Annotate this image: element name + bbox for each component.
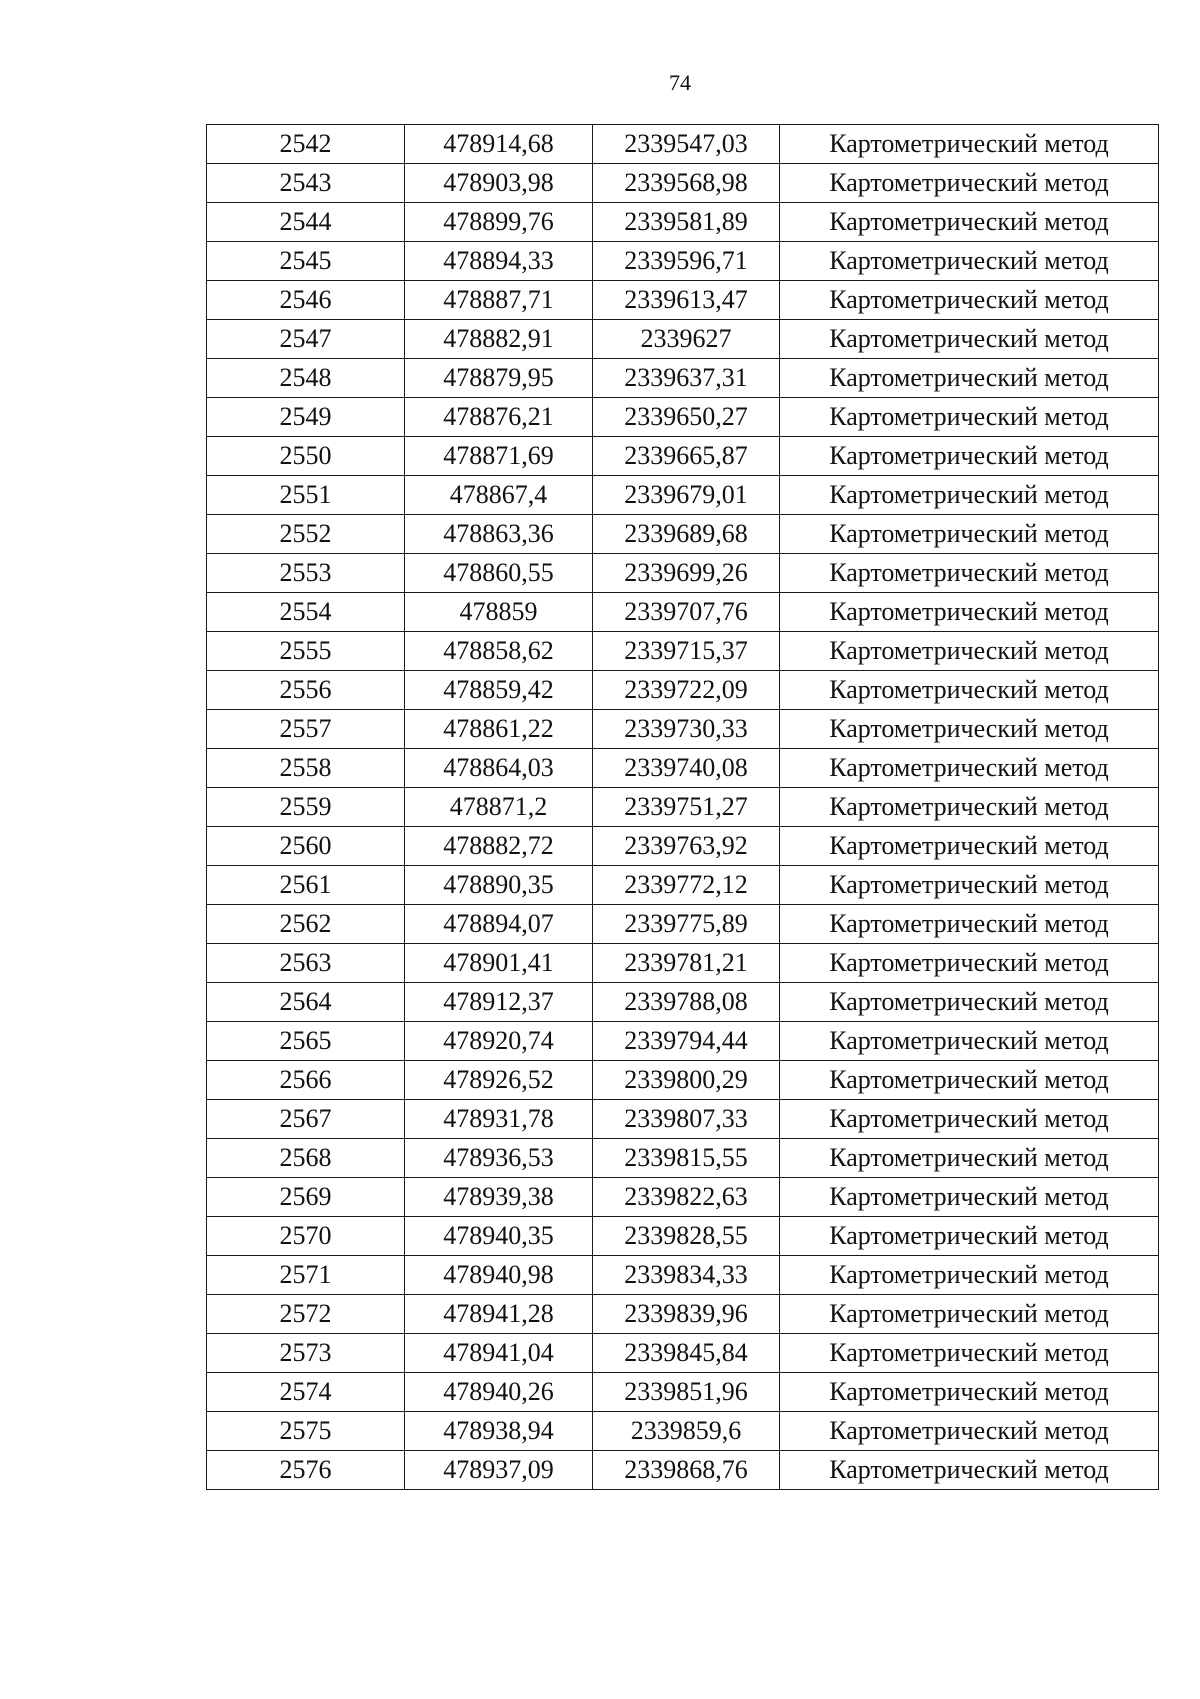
y-coordinate-cell: 2339781,21: [593, 944, 780, 983]
x-coordinate-cell: 478941,28: [405, 1295, 593, 1334]
x-coordinate-cell: 478861,22: [405, 710, 593, 749]
method-cell: Картометрический метод: [780, 983, 1159, 1022]
y-coordinate-cell: 2339834,33: [593, 1256, 780, 1295]
table-row: [207, 944, 1159, 983]
coordinates-table-body: [207, 125, 1159, 1490]
x-coordinate-cell: 478938,94: [405, 1412, 593, 1451]
y-coordinate-cell: 2339596,71: [593, 242, 780, 281]
x-coordinate-cell: 478940,26: [405, 1373, 593, 1412]
point-number-cell: 2568: [207, 1139, 405, 1178]
coordinates-table: [206, 124, 1159, 1490]
table-row: [207, 1061, 1159, 1100]
y-coordinate-cell: 2339679,01: [593, 476, 780, 515]
table-row: [207, 476, 1159, 515]
point-number-cell: 2551: [207, 476, 405, 515]
point-number-cell: 2560: [207, 827, 405, 866]
table-row: [207, 359, 1159, 398]
method-cell: Картометрический метод: [780, 476, 1159, 515]
table-row: [207, 905, 1159, 944]
page-number: 74: [669, 70, 691, 95]
y-coordinate-cell: 2339613,47: [593, 281, 780, 320]
point-number-cell: 2559: [207, 788, 405, 827]
y-coordinate-cell: 2339775,89: [593, 905, 780, 944]
y-coordinate-cell: 2339772,12: [593, 866, 780, 905]
x-coordinate-cell: 478882,91: [405, 320, 593, 359]
point-number-cell: 2576: [207, 1451, 405, 1490]
table-row: [207, 1022, 1159, 1061]
point-number-cell: 2572: [207, 1295, 405, 1334]
y-coordinate-cell: 2339807,33: [593, 1100, 780, 1139]
point-number-cell: 2545: [207, 242, 405, 281]
method-cell: Картометрический метод: [780, 242, 1159, 281]
table-row: [207, 710, 1159, 749]
y-coordinate-cell: 2339699,26: [593, 554, 780, 593]
point-number-cell: 2575: [207, 1412, 405, 1451]
y-coordinate-cell: 2339665,87: [593, 437, 780, 476]
x-coordinate-cell: 478860,55: [405, 554, 593, 593]
y-coordinate-cell: 2339627: [593, 320, 780, 359]
y-coordinate-cell: 2339740,08: [593, 749, 780, 788]
y-coordinate-cell: 2339839,96: [593, 1295, 780, 1334]
table-row: [207, 1217, 1159, 1256]
point-number-cell: 2563: [207, 944, 405, 983]
x-coordinate-cell: 478931,78: [405, 1100, 593, 1139]
method-cell: Картометрический метод: [780, 1022, 1159, 1061]
table-row: [207, 554, 1159, 593]
point-number-cell: 2553: [207, 554, 405, 593]
method-cell: Картометрический метод: [780, 125, 1159, 164]
table-row: [207, 1451, 1159, 1490]
point-number-cell: 2566: [207, 1061, 405, 1100]
x-coordinate-cell: 478912,37: [405, 983, 593, 1022]
table-row: [207, 788, 1159, 827]
point-number-cell: 2561: [207, 866, 405, 905]
table-row: [207, 203, 1159, 242]
x-coordinate-cell: 478940,98: [405, 1256, 593, 1295]
x-coordinate-cell: 478887,71: [405, 281, 593, 320]
x-coordinate-cell: 478941,04: [405, 1334, 593, 1373]
x-coordinate-cell: 478858,62: [405, 632, 593, 671]
point-number-cell: 2557: [207, 710, 405, 749]
table-row: [207, 398, 1159, 437]
point-number-cell: 2546: [207, 281, 405, 320]
x-coordinate-cell: 478937,09: [405, 1451, 593, 1490]
point-number-cell: 2574: [207, 1373, 405, 1412]
x-coordinate-cell: 478940,35: [405, 1217, 593, 1256]
point-number-cell: 2570: [207, 1217, 405, 1256]
point-number-cell: 2542: [207, 125, 405, 164]
x-coordinate-cell: 478879,95: [405, 359, 593, 398]
x-coordinate-cell: 478894,33: [405, 242, 593, 281]
method-cell: Картометрический метод: [780, 1100, 1159, 1139]
y-coordinate-cell: 2339845,84: [593, 1334, 780, 1373]
x-coordinate-cell: 478863,36: [405, 515, 593, 554]
y-coordinate-cell: 2339568,98: [593, 164, 780, 203]
point-number-cell: 2549: [207, 398, 405, 437]
table-row: [207, 866, 1159, 905]
table-row: [207, 242, 1159, 281]
table-row: [207, 437, 1159, 476]
method-cell: Картометрический метод: [780, 1256, 1159, 1295]
y-coordinate-cell: 2339851,96: [593, 1373, 780, 1412]
x-coordinate-cell: 478901,41: [405, 944, 593, 983]
table-row: [207, 1295, 1159, 1334]
point-number-cell: 2556: [207, 671, 405, 710]
method-cell: Картометрический метод: [780, 554, 1159, 593]
point-number-cell: 2562: [207, 905, 405, 944]
x-coordinate-cell: 478871,2: [405, 788, 593, 827]
table-row: [207, 164, 1159, 203]
point-number-cell: 2555: [207, 632, 405, 671]
table-row: [207, 281, 1159, 320]
table-row: [207, 1139, 1159, 1178]
method-cell: Картометрический метод: [780, 710, 1159, 749]
method-cell: Картометрический метод: [780, 1139, 1159, 1178]
table-row: [207, 983, 1159, 1022]
x-coordinate-cell: 478936,53: [405, 1139, 593, 1178]
method-cell: Картометрический метод: [780, 1061, 1159, 1100]
y-coordinate-cell: 2339868,76: [593, 1451, 780, 1490]
method-cell: Картометрический метод: [780, 1451, 1159, 1490]
point-number-cell: 2571: [207, 1256, 405, 1295]
y-coordinate-cell: 2339859,6: [593, 1412, 780, 1451]
x-coordinate-cell: 478859: [405, 593, 593, 632]
point-number-cell: 2558: [207, 749, 405, 788]
table-row: [207, 593, 1159, 632]
method-cell: Картометрический метод: [780, 1373, 1159, 1412]
y-coordinate-cell: 2339637,31: [593, 359, 780, 398]
table-row: [207, 125, 1159, 164]
point-number-cell: 2550: [207, 437, 405, 476]
y-coordinate-cell: 2339650,27: [593, 398, 780, 437]
method-cell: Картометрический метод: [780, 320, 1159, 359]
table-row: [207, 671, 1159, 710]
point-number-cell: 2543: [207, 164, 405, 203]
method-cell: Картометрический метод: [780, 827, 1159, 866]
table-row: [207, 1100, 1159, 1139]
method-cell: Картометрический метод: [780, 1178, 1159, 1217]
method-cell: Картометрический метод: [780, 437, 1159, 476]
table-row: [207, 749, 1159, 788]
point-number-cell: 2554: [207, 593, 405, 632]
method-cell: Картометрический метод: [780, 944, 1159, 983]
method-cell: Картометрический метод: [780, 749, 1159, 788]
method-cell: Картометрический метод: [780, 593, 1159, 632]
y-coordinate-cell: 2339730,33: [593, 710, 780, 749]
x-coordinate-cell: 478939,38: [405, 1178, 593, 1217]
y-coordinate-cell: 2339794,44: [593, 1022, 780, 1061]
y-coordinate-cell: 2339763,92: [593, 827, 780, 866]
method-cell: Картометрический метод: [780, 203, 1159, 242]
table-row: [207, 320, 1159, 359]
method-cell: Картометрический метод: [780, 632, 1159, 671]
method-cell: Картометрический метод: [780, 1334, 1159, 1373]
x-coordinate-cell: 478859,42: [405, 671, 593, 710]
method-cell: Картометрический метод: [780, 164, 1159, 203]
point-number-cell: 2552: [207, 515, 405, 554]
y-coordinate-cell: 2339800,29: [593, 1061, 780, 1100]
y-coordinate-cell: 2339815,55: [593, 1139, 780, 1178]
method-cell: Картометрический метод: [780, 1295, 1159, 1334]
method-cell: Картометрический метод: [780, 515, 1159, 554]
method-cell: Картометрический метод: [780, 281, 1159, 320]
table-row: [207, 1334, 1159, 1373]
method-cell: Картометрический метод: [780, 1412, 1159, 1451]
point-number-cell: 2565: [207, 1022, 405, 1061]
x-coordinate-cell: 478867,4: [405, 476, 593, 515]
x-coordinate-cell: 478882,72: [405, 827, 593, 866]
x-coordinate-cell: 478876,21: [405, 398, 593, 437]
x-coordinate-cell: 478894,07: [405, 905, 593, 944]
x-coordinate-cell: 478903,98: [405, 164, 593, 203]
x-coordinate-cell: 478871,69: [405, 437, 593, 476]
table-row: [207, 632, 1159, 671]
point-number-cell: 2548: [207, 359, 405, 398]
x-coordinate-cell: 478890,35: [405, 866, 593, 905]
method-cell: Картометрический метод: [780, 1217, 1159, 1256]
method-cell: Картометрический метод: [780, 905, 1159, 944]
method-cell: Картометрический метод: [780, 866, 1159, 905]
x-coordinate-cell: 478926,52: [405, 1061, 593, 1100]
y-coordinate-cell: 2339788,08: [593, 983, 780, 1022]
x-coordinate-cell: 478899,76: [405, 203, 593, 242]
point-number-cell: 2547: [207, 320, 405, 359]
table-row: [207, 1373, 1159, 1412]
method-cell: Картометрический метод: [780, 359, 1159, 398]
x-coordinate-cell: 478864,03: [405, 749, 593, 788]
method-cell: Картометрический метод: [780, 788, 1159, 827]
y-coordinate-cell: 2339715,37: [593, 632, 780, 671]
point-number-cell: 2567: [207, 1100, 405, 1139]
y-coordinate-cell: 2339822,63: [593, 1178, 780, 1217]
point-number-cell: 2569: [207, 1178, 405, 1217]
y-coordinate-cell: 2339581,89: [593, 203, 780, 242]
table-row: [207, 515, 1159, 554]
y-coordinate-cell: 2339751,27: [593, 788, 780, 827]
point-number-cell: 2564: [207, 983, 405, 1022]
y-coordinate-cell: 2339689,68: [593, 515, 780, 554]
x-coordinate-cell: 478920,74: [405, 1022, 593, 1061]
table-row: [207, 1178, 1159, 1217]
point-number-cell: 2544: [207, 203, 405, 242]
method-cell: Картометрический метод: [780, 671, 1159, 710]
method-cell: Картометрический метод: [780, 398, 1159, 437]
y-coordinate-cell: 2339547,03: [593, 125, 780, 164]
table-row: [207, 827, 1159, 866]
x-coordinate-cell: 478914,68: [405, 125, 593, 164]
table-row: [207, 1256, 1159, 1295]
point-number-cell: 2573: [207, 1334, 405, 1373]
y-coordinate-cell: 2339722,09: [593, 671, 780, 710]
y-coordinate-cell: 2339828,55: [593, 1217, 780, 1256]
table-row: [207, 1412, 1159, 1451]
y-coordinate-cell: 2339707,76: [593, 593, 780, 632]
